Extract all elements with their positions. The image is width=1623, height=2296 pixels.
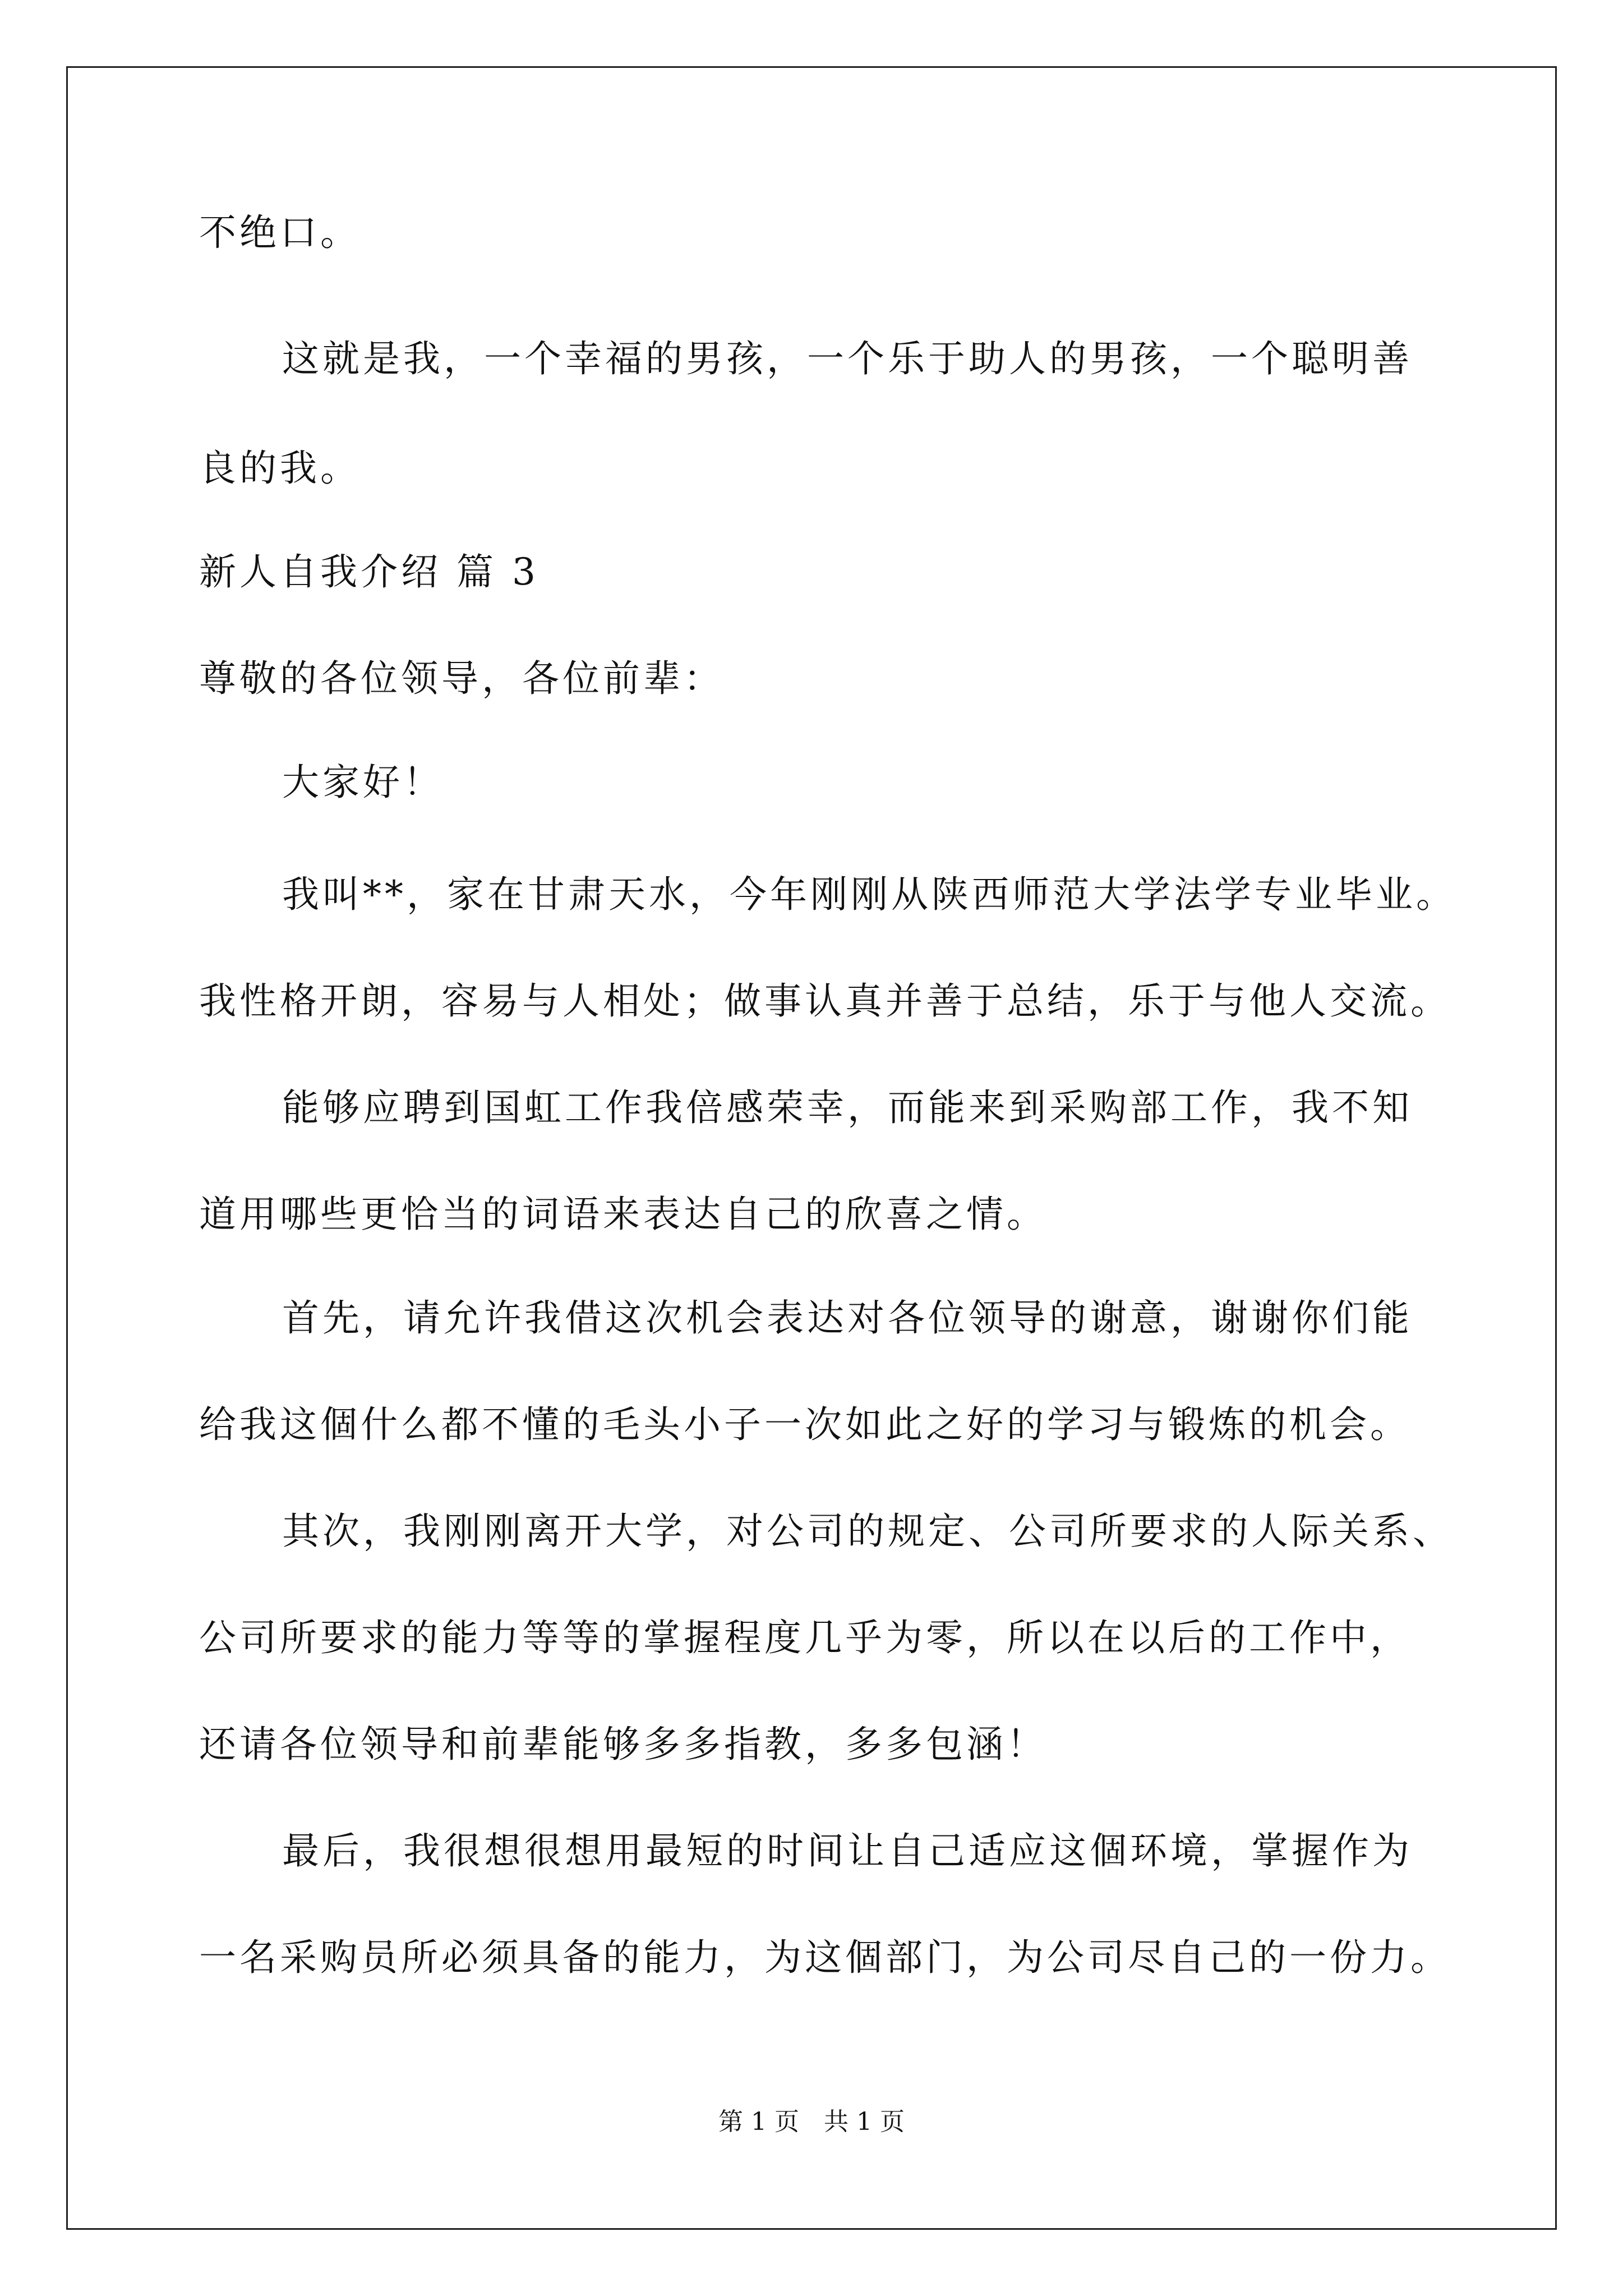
page-footer: 第 1 页 共 1 页 bbox=[718, 2108, 905, 2136]
text-line: 一名采购员所必须具备的能力，为这個部门，为公司尽自己的一份力。 bbox=[199, 1936, 1451, 1979]
text-line: 还请各位领导和前辈能够多多指教，多多包涵！ bbox=[199, 1723, 1047, 1766]
text-line: 我性格开朗，容易与人相处；做事认真并善于总结，乐于与他人交流。 bbox=[199, 979, 1451, 1023]
text-line: 不绝口。 bbox=[199, 211, 361, 254]
section-heading: 新人自我介绍 篇 3 bbox=[199, 550, 539, 593]
salutation: 尊敬的各位领导，各位前辈： bbox=[199, 657, 724, 700]
text-line: 能够应聘到国虹工作我倍感荣幸，而能来到采购部工作，我不知 bbox=[282, 1086, 1413, 1129]
text-line: 大家好！ bbox=[282, 761, 444, 804]
text-line: 我叫**，家在甘肃天水，今年刚刚从陕西师范大学法学专业毕业。 bbox=[282, 873, 1456, 916]
text-line: 道用哪些更恰当的词语来表达自己的欣喜之情。 bbox=[199, 1193, 1047, 1236]
page-border bbox=[66, 66, 1557, 2230]
text-line: 首先，请允许我借这次机会表达对各位领导的谢意，谢谢你们能 bbox=[282, 1296, 1413, 1340]
text-line: 给我这個什么都不懂的毛头小子一次如此之好的学习与锻炼的机会。 bbox=[199, 1403, 1410, 1446]
text-line: 公司所要求的能力等等的掌握程度几乎为零，所以在以后的工作中， bbox=[199, 1616, 1410, 1659]
text-line: 最后，我很想很想用最短的时间让自己适应这個环境，掌握作为 bbox=[282, 1829, 1413, 1872]
text-line: 其次，我刚刚离开大学，对公司的规定、公司所要求的人际关系、 bbox=[282, 1510, 1453, 1553]
text-line: 这就是我，一个幸福的男孩，一个乐于助人的男孩，一个聪明善 bbox=[282, 337, 1413, 380]
text-line: 良的我。 bbox=[199, 447, 361, 490]
